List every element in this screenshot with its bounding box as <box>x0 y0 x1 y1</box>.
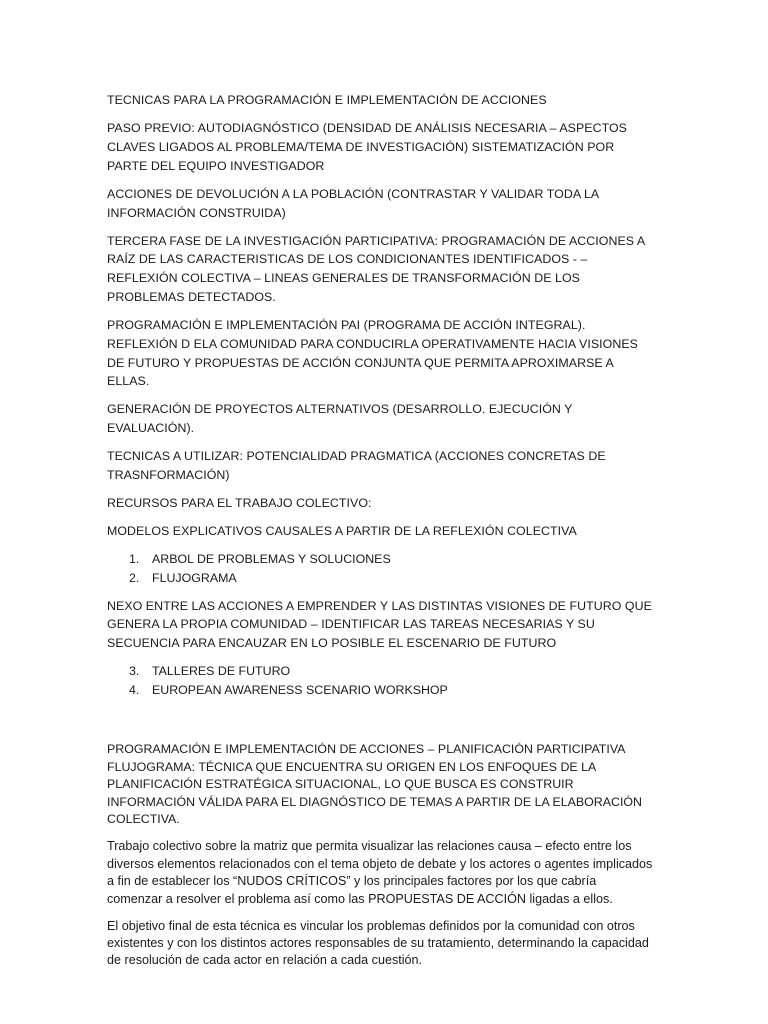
section-planificacion-participativa <box>107 741 655 829</box>
list-item <box>107 681 655 700</box>
paragraph-tercera-fase: TERCERA FASE DE LA INVESTIGACIÓN PARTICIPATIVA: PROGRAMACIÓN DE ACCIONES A RAÍZ DE LAS CARACTERISTICAS DE LOS CONDICIONANTES IDENTIFICADOS - – REFLEXIÓN COLECTIVA – LINEAS GENERALES DE TRANSFORMACIÓN DE LOS PROBLEMAS DETECTADOS. <box>107 233 645 304</box>
document-title: TECNICAS PARA LA PROGRAMACIÓN E IMPLEMENTACIÓN DE ACCIONES <box>107 93 547 107</box>
list-item <box>107 550 655 569</box>
paragraph-trabajo-colectivo: Trabajo colectivo sobre la matriz que permita visualizar las relaciones causa – efecto entre los diversos elementos relacionados con el tema objeto de debate y los actores o agentes implicados a fin de establecer los “NUDOS CRÍTICOS” y los principales factores por los que cabría comenzar a resolver el problema así como las PROPUESTAS DE ACCIÓN ligadas a ellos. <box>107 839 653 906</box>
paragraph-generacion-proyectos: GENERACIÓN DE PROYECTOS ALTERNATIVOS (DESARROLLO. EJECUCIÓN Y EVALUACIÓN). <box>107 402 573 436</box>
document-page <box>107 91 655 979</box>
paragraph-programacion-pai: PROGRAMACIÓN E IMPLEMENTACIÓN PAI (PROGRAMA DE ACCIÓN INTEGRAL). REFLEXIÓN D ELA COMUNIDAD PARA CONDUCIRLA OPERATIVAMENTE HACIA VISIONES DE FUTURO Y PROPUESTAS DE ACCIÓN CONJUNTA QUE PERMITA APROXIMARSE A ELLAS. <box>107 317 638 389</box>
section-spacer <box>107 709 655 741</box>
list-item-text: TALLERES DE FUTURO <box>152 664 291 679</box>
paragraph-recursos: RECURSOS PARA EL TRABAJO COLECTIVO: <box>107 495 372 510</box>
list-item-text: ARBOL DE PROBLEMAS Y SOLUCIONES <box>152 551 391 566</box>
list-item-number: 4. <box>129 682 140 697</box>
list-item-number: 2. <box>129 570 140 585</box>
paragraph-acciones-devolucion: ACCIONES DE DEVOLUCIÓN A LA POBLACIÓN (CONTRASTAR Y VALIDAR TODA LA INFORMACIÓN CONSTRUIDA) <box>107 186 599 220</box>
paragraph-tecnicas-utilizar: TECNICAS A UTILIZAR: POTENCIALIDAD PRAGMATICA (ACCIONES CONCRETAS DE TRASNFORMACIÓN) <box>107 449 606 482</box>
section-heading: PROGRAMACIÓN E IMPLEMENTACIÓN DE ACCIONES – PLANIFICACIÓN PARTICIPATIVA <box>107 741 626 756</box>
section-intro: FLUJOGRAMA: TÉCNICA QUE ENCUENTRA SU ORIGEN EN LOS ENFOQUES DE LA PLANIFICACIÓN ESTRATÉGICA SITUACIONAL, LO QUE BUSCA ES CONSTRUIR INFORMACIÓN VÁLIDA PARA EL DIAGNÓSTICO DE TEMAS A PARTIR DE LA ELABORACIÓN COLECTIVA. <box>107 759 642 827</box>
paragraph-paso-previo: PASO PREVIO: AUTODIAGNÓSTICO (DENSIDAD DE ANÁLISIS NECESARIA – ASPECTOS CLAVES LIGADOS AL PROBLEMA/TEMA DE INVESTIGACIÓN) SISTEMATIZACIÓN POR PARTE DEL EQUIPO INVESTIGADOR <box>107 121 627 173</box>
list-item-number: 1. <box>129 551 140 566</box>
numbered-list-futuro <box>107 662 655 700</box>
paragraph-objetivo-final: El objetivo final de esta técnica es vincular los problemas definidos por la comunidad con otros existentes y con los distintos actores responsables de su tratamiento, determinando la capacidad de resolución de cada actor en relación a cada cuestión. <box>107 918 649 968</box>
paragraph-modelos-explicativos: MODELOS EXPLICATIVOS CAUSALES A PARTIR DE LA REFLEXIÓN COLECTIVA <box>107 523 577 538</box>
numbered-list-models <box>107 550 655 588</box>
paragraph-nexo: NEXO ENTRE LAS ACCIONES A EMPRENDER Y LAS DISTINTAS VISIONES DE FUTURO QUE GENERA LA PROPIA COMUNIDAD – IDENTIFICAR LAS TAREAS NECESARIAS Y SU SECUENCIA PARA ENCAUZAR EN LO POSIBLE EL ESCENARIO DE FUTURO <box>107 598 652 651</box>
list-item-number: 3. <box>129 664 140 679</box>
list-item-text: EUROPEAN AWARENESS SCENARIO WORKSHOP <box>152 682 448 697</box>
list-item <box>107 662 655 681</box>
list-item <box>107 569 655 588</box>
list-item-text: FLUJOGRAMA <box>152 570 237 585</box>
